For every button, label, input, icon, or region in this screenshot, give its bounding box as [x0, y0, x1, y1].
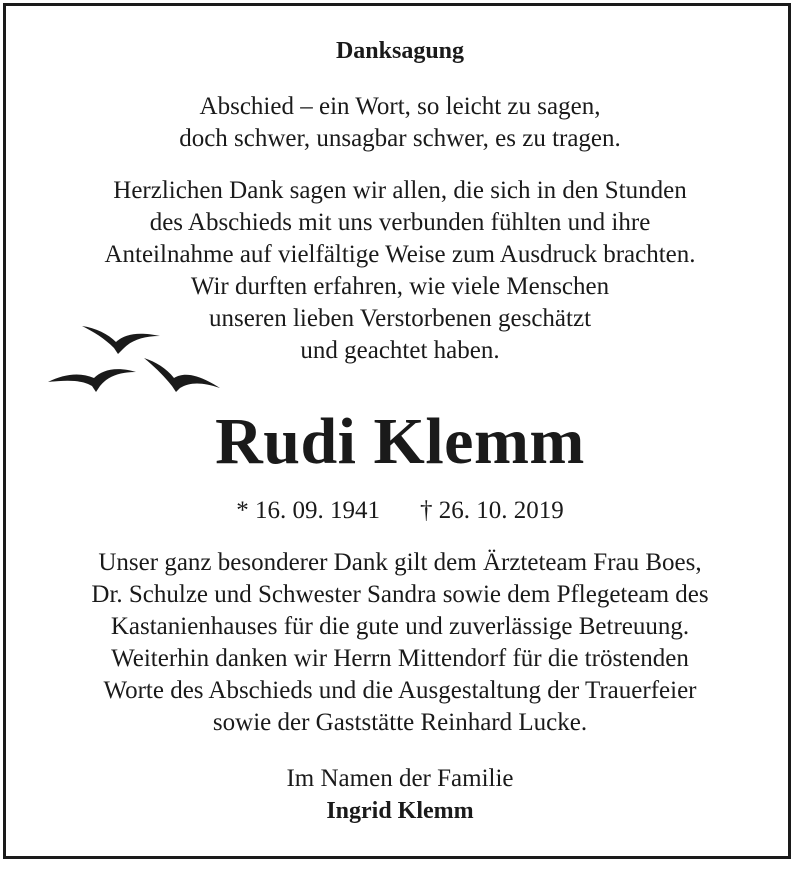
special-thanks-line: Kastanienhauses für die gute und zuverlässige Betreuung.	[110, 613, 690, 640]
thanks-line: des Abschieds mit uns verbunden fühlten und ihre	[149, 209, 651, 236]
thanks-line: und geachtet haben.	[300, 337, 500, 364]
flying-birds-icon	[44, 318, 234, 408]
special-thanks-line: Worte des Abschieds und die Ausgestaltung der Trauerfeier	[103, 677, 697, 704]
bird-icon	[48, 369, 136, 392]
bird-icon	[144, 358, 220, 392]
special-thanks-line: Weiterhin danken wir Herrn Mittendorf für die tröstenden	[111, 645, 689, 672]
thanks-line: Anteilnahme auf vielfältige Weise zum Ausdruck brachten.	[104, 241, 696, 268]
death-date: † 26. 10. 2019	[420, 497, 564, 524]
notice-heading: Danksagung	[335, 38, 465, 64]
thanks-line: Herzlichen Dank sagen wir allen, die sich in den Stunden	[113, 177, 687, 204]
deceased-name: Rudi Klemm	[215, 405, 585, 478]
thanks-line: Wir durften erfahren, wie viele Menschen	[190, 273, 610, 300]
thanks-line: unseren lieben Verstorbenen geschätzt	[208, 305, 592, 332]
poem-line: Abschied – ein Wort, so leicht zu sagen,	[199, 93, 601, 120]
special-thanks-line: sowie der Gaststätte Reinhard Lucke.	[212, 709, 588, 736]
signatory-name: Ingrid Klemm	[326, 798, 474, 824]
special-thanks-line: Dr. Schulze und Schwester Sandra sowie dem Pflegeteam des	[91, 581, 709, 608]
on-behalf-line: Im Namen der Familie	[286, 765, 514, 792]
poem-line: doch schwer, unsagbar schwer, es zu tragen.	[179, 125, 621, 152]
bird-icon	[82, 326, 160, 354]
life-dates	[0, 496, 800, 526]
birth-date: * 16. 09. 1941	[236, 497, 380, 524]
special-thanks-line: Unser ganz besonderer Dank gilt dem Ärzteteam Frau Boes,	[98, 549, 702, 576]
